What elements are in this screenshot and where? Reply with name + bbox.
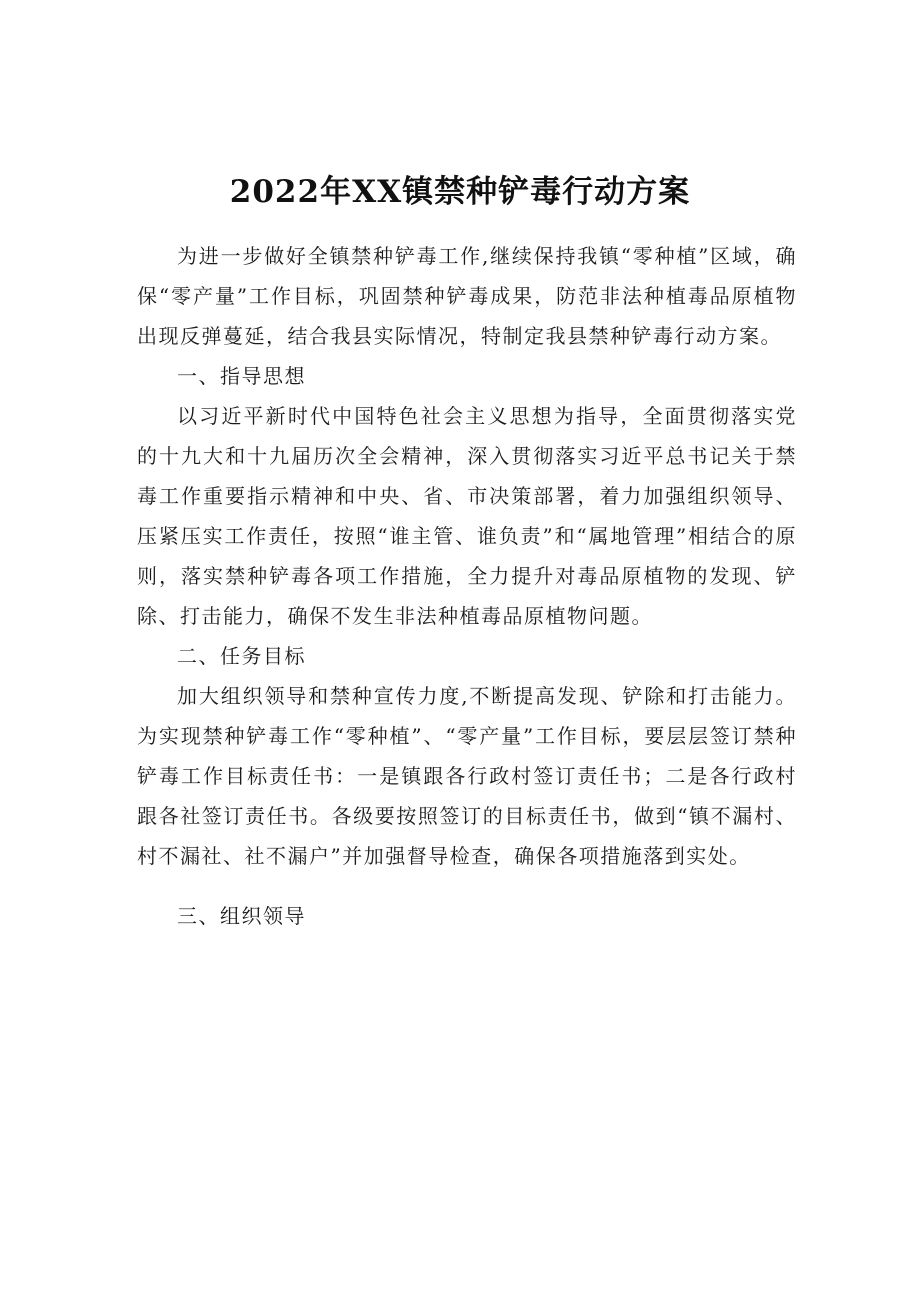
section-heading-guiding-ideology: 一、指导思想 [177,364,306,388]
section-body-task-goals: 加大组织领导和禁种宣传力度,不断提高发现、铲除和打击能力。为实现禁种铲毒工作“零种植”、“零产量”工作目标，要层层签订禁种铲毒工作目标责任书：一是镇跟各行政村签订责任书；二是各行政村跟各社签订责任书。各级要按照签订的目标责任书，做到“镇不漏村、村不漏社、社不漏户”并加强督导检查，确保各项措施落到实处。 [137,684,797,868]
document-title: 2022年XX镇禁种铲毒行动方案 [229,174,691,210]
section-heading-task-goals: 二、任务目标 [177,644,306,668]
document-body [137,236,797,936]
section-heading-organization-leadership: 三、组织领导 [177,904,306,928]
intro-paragraph: 为进一步做好全镇禁种铲毒工作,继续保持我镇“零种植”区域，确保“零产量”工作目标，巩固禁种铲毒成果，防范非法种植毒品原植物出现反弹蔓延，结合我县实际情况，特制定我县禁种铲毒行动方案。 [137,244,797,348]
section-body-guiding-ideology: 以习近平新时代中国特色社会主义思想为指导，全面贯彻落实党的十九大和十九届历次全会精神，深入贯彻落实习近平总书记关于禁毒工作重要指示精神和中央、省、市决策部署，着力加强组织领导、压紧压实工作责任，按照“谁主管、谁负责”和“属地管理”相结合的原则，落实禁种铲毒各项工作措施，全力提升对毒品原植物的发现、铲除、打击能力，确保不发生非法种植毒品原植物问题。 [137,404,797,628]
